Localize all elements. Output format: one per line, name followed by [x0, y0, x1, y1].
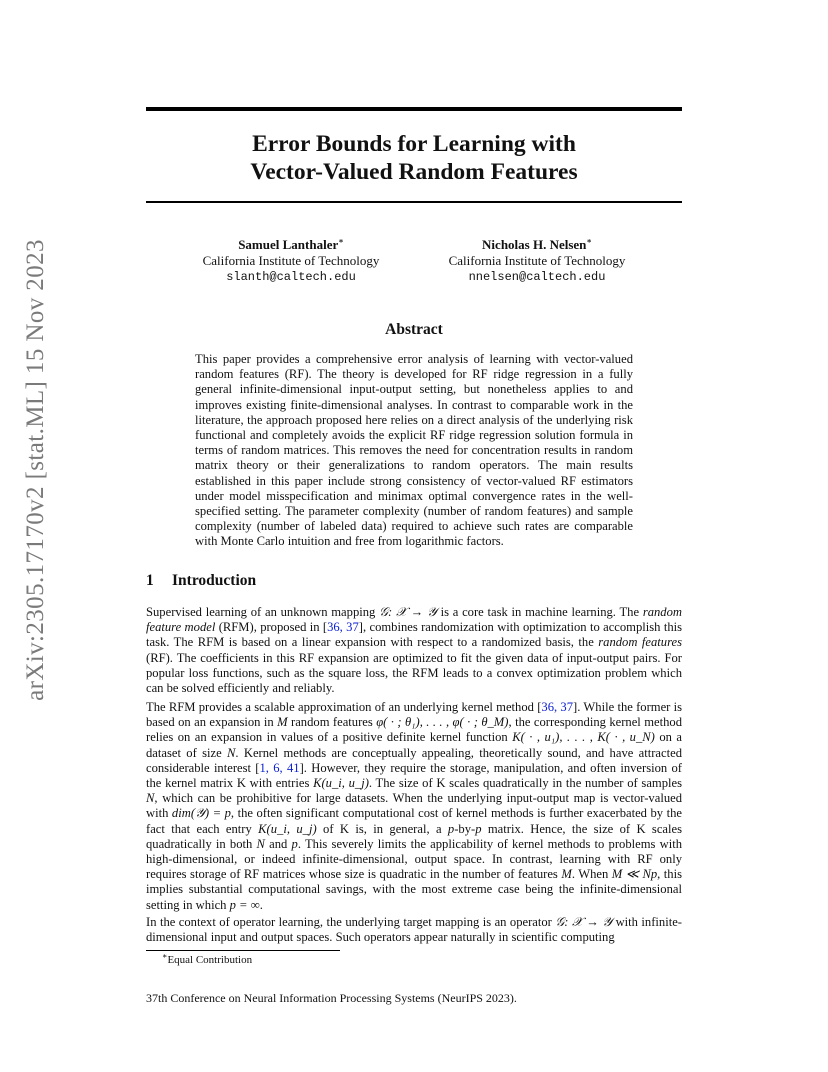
citation-link[interactable]: 36, 37 [541, 700, 574, 714]
section-number: 1 [146, 572, 154, 589]
author-affiliation: California Institute of Technology [202, 253, 380, 268]
math-expression: 𝒢: 𝒳 → 𝒴 [555, 915, 613, 929]
intro-paragraph-3: In the context of operator learning, the underlying target mapping is an operator 𝒢: 𝒳 → 𝒴 with infinite-dimensional input and output spaces. Such operators appear naturally in scientific computing [146, 915, 682, 945]
section-heading [146, 572, 256, 590]
conference-footer: 37th Conference on Neural Information Processing Systems (NeurIPS 2023). [146, 991, 517, 1005]
abstract-heading: Abstract [385, 321, 443, 338]
footnote-rule [146, 950, 340, 951]
title-bottom-rule [146, 201, 682, 203]
author-email[interactable]: nnelsen@caltech.edu [468, 270, 606, 284]
arxiv-identifier-stamp: arXiv:2305.17170v2 [stat.ML] 15 Nov 2023 [22, 239, 49, 701]
title-line-1: Error Bounds for Learning with [252, 131, 576, 157]
author-email[interactable]: slanth@caltech.edu [226, 270, 356, 284]
section-title: Introduction [172, 572, 257, 589]
author-name: Samuel Lanthaler∗ [238, 236, 344, 252]
author-name: Nicholas H. Nelsen∗ [482, 236, 592, 252]
citation-link[interactable]: 36, 37 [327, 620, 359, 635]
math-expression: 𝒢: 𝒳 → 𝒴 [379, 605, 437, 619]
emphasis-term: random feature model [146, 605, 682, 635]
title-line-2: Vector-Valued Random Features [250, 159, 578, 185]
footnote: ∗Equal Contribution [162, 951, 253, 966]
author-affiliation: California Institute of Technology [448, 253, 626, 268]
intro-paragraph-2: The RFM provides a scalable approximation of an underlying kernel method [36, 37]. While the former is based on an expansion in M random features φ( · ; θ₁), . . . , φ( · ; θ_M), the corresponding kernel method relies on an expansion in values of a positive definite kernel function K( · , u₁), . . . , K( · , u_N) on a dataset of size N. Kernel methods are conceptually appealing, theoretically sound, and have attracted considerable interest [1, 6, 41]. However, they require the storage, manipulation, and often inversion of the kernel matrix K with entries K(u_i, u_j). The size of K scales quadratically in the number of samples N, which can be prohibitive for large datasets. When the underlying input-output map is vector-valued with dim(𝒴) = p, the often significant computational cost of kernel methods is further exacerbated by the fact that each entry K(u_i, u_j) of K is, in general, a p-by-p matrix. Hence, the size of K scales quadratically in both N and p. This severely limits the applicability of kernel methods to problems with high-dimensional, or indeed infinite-dimensional, output space. In contrast, learning with RF only requires storage of RF matrices whose size is quadratic in the number of features M. When M ≪ Np, this implies substantial computational savings, with the most extreme case being the infinite-dimensional setting in which p = ∞. [146, 700, 683, 912]
intro-paragraph-1: Supervised learning of an unknown mapping 𝒢: 𝒳 → 𝒴 is a core task in machine learning. The random feature model (RFM), proposed in [36, 37], combines randomization with optimization to accomplish this task. The RFM is based on a linear expansion with respect to a randomized basis, the random features (RF). The coefficients in this RF expansion are optimized to fit the given data of input-output pairs. For popular loss functions, such as the square loss, the RFM leads to a convex optimization problem which can be solved efficiently and reliably. [146, 605, 683, 696]
emphasis-term: random features [598, 635, 683, 650]
paper-title [146, 130, 682, 186]
author-block-1 [186, 237, 396, 285]
author-block-2 [432, 237, 642, 285]
citation-link[interactable]: 1, 6, 41 [259, 760, 300, 775]
abstract-text: This paper provides a comprehensive error analysis of learning with vector-valued random features (RF). The theory is developed for RF ridge regression in a fully general infinite-dimensional input-output setting, but nonetheless applies to and improves existing finite-dimensional analyses. In contrast to comparable work in the literature, the approach proposed here relies on a direct analysis of the underlying risk functional and completely avoids the explicit RF ridge regression solution formula in terms of random matrices. This removes the need for concentration results in random matrix theory or their generalizations to random operators. The main results established in this paper include strong consistency of vector-valued RF estimators under model misspecification and minimax optimal convergence rates in the well-specified setting. The parameter complexity (number of random features) and sample complexity (number of labeled data) required to achieve such rates are comparable with Monte Carlo intuition and free from logarithmic factors. [195, 352, 633, 549]
title-top-rule [146, 107, 682, 111]
